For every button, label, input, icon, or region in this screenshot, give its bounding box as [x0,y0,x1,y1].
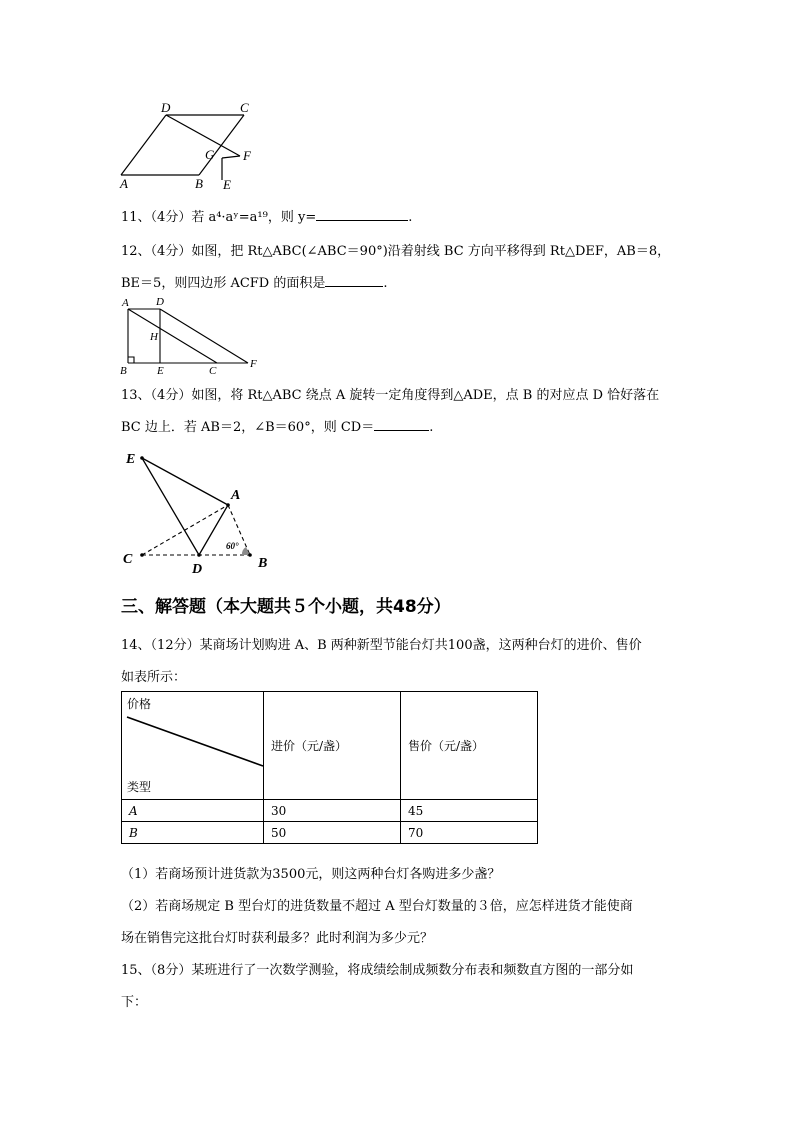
question-15-line-2: 下： [121,995,148,1010]
q12-period: . [383,276,388,291]
header-cost: 进价（元/盏） [264,692,401,800]
fig1-label-C: C [240,100,249,115]
fig2-label-H: H [150,331,158,343]
fig3-label-B: B [258,556,268,571]
fig1-label-E: E [223,177,231,192]
row-a-type: A [122,800,264,822]
table-diagonal-header-cell [122,692,264,800]
header-price-label: 价格 [127,697,152,711]
row-a-cost: 30 [264,800,401,822]
q13-period: . [429,420,434,435]
question-14-sub-2-line-1: （2）若商场规定 B 型台灯的进货数量不超过 A 型台灯数量的３倍，应怎样进货才能使商 [121,899,633,914]
q12-answer-blank[interactable] [325,274,383,287]
question-12-line-2 [121,272,388,291]
section-3-heading: 三、解答题（本大题共５个小题，共48分） [121,597,451,617]
header-type-label: 类型 [127,780,152,794]
q13-text: BC 边上．若 AB＝2，∠B＝60°，则 CD＝ [121,420,375,435]
table-row [122,800,538,822]
fig2-label-D: D [156,296,164,308]
question-14-line-1: 14、（12分）某商场计划购进 A、B 两种新型节能台灯共100盏，这两种台灯的进价、售价 [121,638,642,653]
price-table [121,691,538,844]
figure-translated-triangles [115,294,270,376]
question-13-line-2 [121,416,433,435]
question-15-line-1: 15、（8分）某班进行了一次数学测验，将成绩绘制成频数分布表和频数直方图的一部分如 [121,963,634,978]
fig1-label-F: F [243,148,251,163]
question-11 [121,206,412,225]
question-14-line-2: 如表所示： [121,670,187,685]
figure-rotated-triangle [115,444,285,576]
row-b-price: 70 [401,822,538,844]
question-12-line-1: 12、（4分）如图，把 Rt△ABC(∠ABC＝90°)沿着射线 BC 方向平移得到 Rt△DEF，AB＝8， [121,244,671,259]
fig2-label-A: A [122,297,129,309]
fig3-label-C: C [123,552,133,567]
fig2-label-F: F [250,358,257,370]
fig3-label-A: A [231,488,241,503]
fig1-label-G: G [205,147,215,162]
fig1-label-A: A [120,176,128,191]
table-row [122,822,538,844]
fig2-label-C: C [209,365,217,376]
q11-text: 11、（4分）若 a⁴·aʸ=a¹⁹，则 y= [121,210,317,225]
question-14-sub-1: （1）若商场预计进货款为3500元，则这两种台灯各购进多少盏？ [121,867,501,882]
figure-parallelogram [110,98,270,194]
fig2-label-E: E [157,365,164,376]
row-b-cost: 50 [264,822,401,844]
fig3-label-E: E [126,452,136,467]
q12-text: BE＝5，则四边形 ACFD 的面积是 [121,276,326,291]
header-price: 售价（元/盏） [401,692,538,800]
fig3-angle-label: 60° [226,541,239,551]
q11-answer-blank[interactable] [316,208,408,221]
fig1-label-B: B [195,176,203,191]
row-b-type: B [122,822,264,844]
question-14-sub-2-line-2: 场在销售完这批台灯时获利最多？此时利润为多少元？ [121,931,434,946]
fig1-label-D: D [161,100,171,115]
q11-period: . [408,210,413,225]
fig3-label-D: D [192,562,203,576]
question-13-line-1: 13、（4分）如图，将 Rt△ABC 绕点 A 旋转一定角度得到△ADE，点 B 的对应点 D 恰好落在 [121,388,660,403]
fig2-label-B: B [120,365,127,376]
q13-answer-blank[interactable] [374,418,429,431]
row-a-price: 45 [401,800,538,822]
